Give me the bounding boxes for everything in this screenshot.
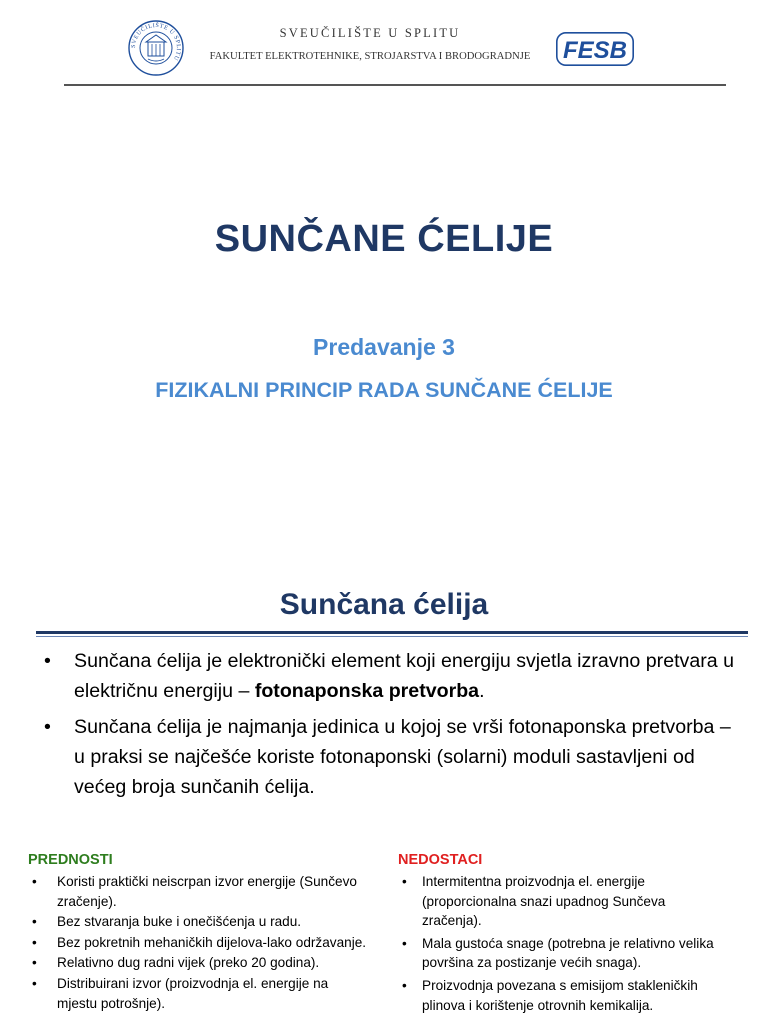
list-item: • Koristi praktički neiscrpan izvor energije (Sunčevo zračenje).	[28, 872, 368, 911]
header-divider	[64, 84, 726, 86]
advantages-column	[28, 852, 368, 1014]
slide-header	[0, 0, 768, 90]
list-item: • Bez stvaranja buke i onečišćenja u radu.	[28, 912, 368, 932]
fesb-logo-text: FESB	[562, 37, 628, 64]
advantages-heading: PREDNOSTI	[28, 852, 113, 868]
lecture-topic: FIZIKALNI PRINCIP RADA SUNČANE ĆELIJE	[155, 378, 613, 402]
list-item: • Bez pokretnih mehaničkih dijelova-lako održavanje.	[28, 933, 368, 953]
section-divider-thin	[36, 636, 748, 637]
lecture-number: Predavanje 3	[313, 334, 455, 360]
definition-list	[40, 646, 740, 808]
list-item	[40, 646, 740, 706]
list-item: • Proizvodnja povezana s emisijom stakleničkih plinova i korištenje otrovnih kemikalija.	[398, 976, 728, 1015]
list-item: • Intermitentna proizvodnja el. energije (proporcionalna snazi upadnog Sunčeva zračenja).	[398, 872, 728, 931]
seal-text: SVEUČILIŠTE U SPLITU	[130, 22, 182, 62]
list-item: • Relativno dug radni vijek (preko 20 godina).	[28, 953, 368, 973]
university-seal-icon	[128, 20, 184, 76]
slide-title: SUNČANE ĆELIJE	[214, 218, 554, 260]
fesb-logo	[556, 32, 634, 66]
list-item: • Mala gustoća snage (potrebna je relativno velika površina za postizanje većih snaga).	[398, 934, 728, 973]
disadvantages-list	[398, 872, 728, 1015]
section-divider	[36, 631, 748, 634]
university-name: SVEUČILIŠTE U SPLITU	[279, 26, 461, 40]
list-item: • Sunčana ćelija je najmanja jedinica u kojoj se vrši fotonaponska pretvorba – u praksi se najčešće koriste fotonaponski (solarni) moduli sastavljeni od većeg broja sunčanih ćelija.	[40, 712, 740, 802]
disadvantages-column	[398, 852, 728, 1018]
section-title: Sunčana ćelija	[279, 588, 489, 621]
faculty-name: FAKULTET ELEKTROTEHNIKE, STROJARSTVA I BRODOGRADNJE	[209, 51, 531, 62]
bullet-end: .	[479, 680, 485, 702]
disadvantages-heading: NEDOSTACI	[398, 852, 483, 868]
advantages-list	[28, 872, 368, 1013]
bullet-text: Sunčana ćelija je elektronički element koji energiju svjetla izravno pretvara u električnu energiju –	[74, 650, 734, 702]
bullet-bold-term: fotonaponska pretvorba	[254, 680, 480, 702]
list-item: • Distribuirani izvor (proizvodnja el. energije na mjestu potrošnje).	[28, 974, 368, 1013]
